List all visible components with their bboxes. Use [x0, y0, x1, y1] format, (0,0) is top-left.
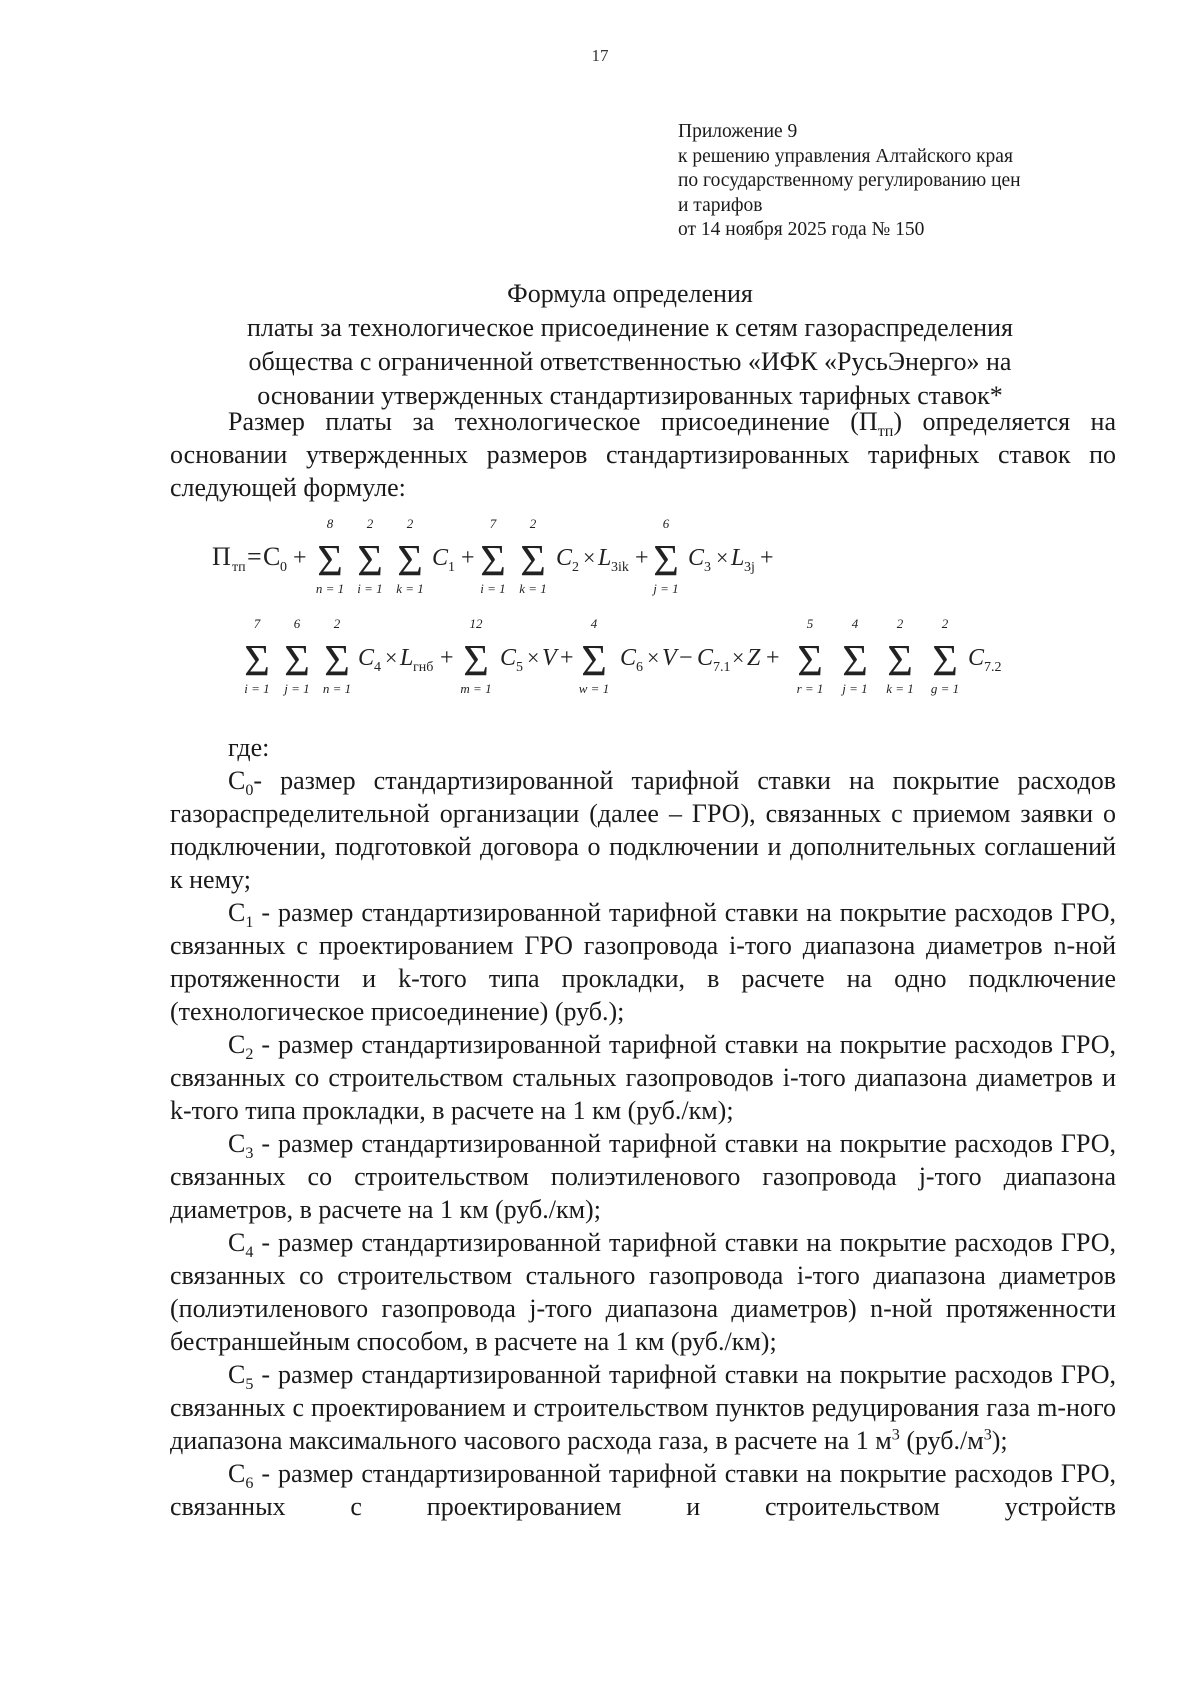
sum-lower-limit: m = 1	[460, 681, 492, 696]
sum-lower-limit: g = 1	[930, 681, 960, 696]
sum-lower-limit: n = 1	[322, 681, 352, 696]
sum-sign: Σ	[397, 536, 423, 585]
def-symbol: С	[228, 1360, 246, 1389]
times-sign: ×	[716, 545, 729, 570]
sum-upper-limit: 8	[326, 516, 334, 531]
c6-subscript: 6	[636, 660, 643, 675]
c1-subscript: 1	[448, 560, 455, 575]
c5-subscript: 5	[516, 660, 523, 675]
def-subscript: 5	[245, 1376, 254, 1394]
def-symbol: С	[228, 1030, 246, 1059]
c71-subscript: 7.1	[713, 660, 731, 675]
title-line: платы за технологическое присоединение к сетям газораспределения	[247, 313, 1013, 342]
z-symbol: Z	[747, 645, 761, 671]
sum-upper-limit: 2	[896, 616, 904, 631]
sum-sign: Σ	[357, 536, 383, 585]
intro-subscript: тп	[877, 423, 894, 441]
formula-line-2	[244, 616, 1001, 696]
definition-c6	[170, 1457, 1116, 1523]
sum-sign: Σ	[480, 536, 506, 585]
sum-upper-limit: 12	[469, 616, 483, 631]
sum-sign: Σ	[317, 536, 343, 585]
c2-symbol: C	[556, 545, 573, 571]
minus-sign: −	[679, 645, 693, 671]
sum-upper-limit: 6	[662, 516, 670, 531]
def-symbol: С	[228, 766, 246, 795]
sum-upper-limit: 4	[851, 616, 859, 631]
def-text: - размер стандартизированной тарифной ставки на покрытие расходов ГРО, связанных со строительством полиэтиленового газопровода j-того диапазона диаметров, в расчете на 1 км (руб./км);	[170, 1129, 1116, 1224]
def-superscript: 3	[891, 1426, 900, 1444]
def-subscript: 3	[245, 1145, 254, 1163]
plus-sign: +	[461, 545, 475, 571]
sum-lower-limit: w = 1	[578, 681, 610, 696]
c2-subscript: 2	[572, 560, 579, 575]
sum-sign: Σ	[842, 636, 868, 685]
sum-lower-limit: j = 1	[653, 581, 679, 596]
def-subscript: 0	[245, 782, 254, 800]
sum-upper-limit: 2	[333, 616, 341, 631]
def-subscript: 4	[245, 1244, 254, 1262]
sum-sign: Σ	[887, 636, 913, 685]
sum-lower-limit: i = 1	[357, 581, 383, 596]
sum-sign: Σ	[520, 536, 546, 585]
c3-symbol: C	[688, 545, 705, 571]
times-sign: ×	[647, 645, 660, 670]
def-text: - размер стандартизированной тарифной ставки на покрытие расходов ГРО, связанных с проектированием и строительством пунктов редуцирования газа m-ного диапазона максимального часового расхода газа, в расчете на 1 м	[170, 1360, 1116, 1455]
l3j-subscript: 3j	[744, 560, 755, 575]
def-text: );	[991, 1426, 1008, 1455]
sum-lower-limit: n = 1	[315, 581, 345, 596]
c72-subscript: 7.2	[984, 660, 1002, 675]
sum-upper-limit: 2	[406, 516, 414, 531]
formula-svg	[160, 516, 1120, 710]
definition-c5	[170, 1358, 1116, 1457]
def-superscript: 3	[983, 1426, 992, 1444]
appendix-line: к решению управления Алтайского края	[678, 145, 1013, 167]
sum-lower-limit: k = 1	[886, 681, 914, 696]
l3ik-subscript: 3ik	[611, 560, 629, 575]
c0-subscript: 0	[280, 560, 287, 575]
def-symbol: С	[228, 1129, 246, 1158]
sum-lower-limit: j = 1	[842, 681, 868, 696]
sum-sign: Σ	[653, 536, 679, 585]
c72-symbol: C	[968, 645, 985, 671]
equals-sign: =	[247, 542, 262, 571]
sum-upper-limit: 6	[293, 616, 301, 631]
plus-sign: +	[440, 645, 454, 671]
def-subscript: 1	[245, 914, 254, 932]
def-symbol: С	[228, 1228, 246, 1257]
c71-symbol: C	[697, 645, 714, 671]
plus-sign: +	[760, 545, 774, 571]
intro-text: Размер платы за технологическое присоединение (П	[228, 407, 878, 436]
sum-sign: Σ	[284, 636, 310, 685]
formula	[160, 516, 1120, 710]
sum-upper-limit: 2	[941, 616, 949, 631]
v-symbol: V	[542, 645, 557, 671]
plus-sign: +	[560, 645, 574, 671]
c5-symbol: C	[500, 645, 517, 671]
sum-lower-limit: k = 1	[519, 581, 547, 596]
sum-lower-limit: r = 1	[796, 681, 824, 696]
lhs-subscript: тп	[232, 560, 246, 575]
l3ik-symbol: L	[598, 545, 612, 571]
def-text: (руб./м	[899, 1426, 984, 1455]
v-symbol: V	[662, 645, 677, 671]
sum-lower-limit: k = 1	[396, 581, 424, 596]
definitions-block	[170, 731, 1116, 1523]
lgnb-subscript: гнб	[413, 660, 434, 675]
title-line: Формула определения	[507, 279, 753, 308]
plus-sign: +	[635, 545, 649, 571]
sum-upper-limit: 7	[253, 616, 261, 631]
times-sign: ×	[385, 645, 398, 670]
def-subscript: 6	[245, 1475, 254, 1493]
sum-sign: Σ	[581, 636, 607, 685]
times-sign: ×	[583, 545, 596, 570]
definition-c4	[170, 1226, 1116, 1358]
sum-lower-limit: i = 1	[244, 681, 270, 696]
page-number: 17	[591, 46, 609, 65]
times-sign: ×	[732, 645, 745, 670]
sum-upper-limit: 5	[806, 616, 814, 631]
sum-upper-limit: 4	[590, 616, 598, 631]
def-text: - размер стандартизированной тарифной ставки на покрытие расходов газораспределительной организации (далее – ГРО), связанных с приемом заявки о подключении, подготовкой договора о подключении и дополнительных соглашений к нему;	[170, 766, 1116, 894]
def-symbol: С	[228, 1459, 246, 1488]
plus-sign: +	[293, 545, 307, 571]
def-subscript: 2	[245, 1046, 254, 1064]
l3j-symbol: L	[731, 545, 745, 571]
appendix-line: по государственному регулированию цен	[678, 170, 1021, 191]
appendix-line: от 14 ноября 2025 года № 150	[678, 219, 925, 240]
c1-symbol: C	[432, 545, 449, 571]
sum-lower-limit: j = 1	[284, 681, 310, 696]
intro-text: ) определяется на основании утвержденных размеров стандартизированных тарифных ставок по следующей формуле:	[170, 407, 1116, 502]
definition-c3	[170, 1127, 1116, 1226]
sum-sign: Σ	[463, 636, 489, 685]
lhs-symbol: П	[212, 542, 231, 571]
definition-c0	[170, 764, 1116, 896]
sum-lower-limit: i = 1	[480, 581, 506, 596]
c6-symbol: C	[620, 645, 637, 671]
def-text: - размер стандартизированной тарифной ставки на покрытие расходов ГРО, связанных со строительством стального газопровода i-того диапазона диаметров (полиэтиленового газопровода j-того диапазона диаметров) n-ной протяженности бестраншейным способом, в расчете на 1 км (руб./км);	[170, 1228, 1116, 1356]
appendix-block	[678, 120, 1178, 243]
formula-line-1	[212, 516, 774, 596]
definition-c2	[170, 1028, 1116, 1127]
where-label: где:	[228, 733, 270, 762]
appendix-line: и тарифов	[678, 194, 763, 216]
title-line: основании утвержденных стандартизированных тарифных ставок*	[257, 381, 1003, 410]
def-symbol: С	[228, 898, 246, 927]
sum-sign: Σ	[932, 636, 958, 685]
sum-upper-limit: 2	[366, 516, 374, 531]
sum-sign: Σ	[244, 636, 270, 685]
intro-paragraph	[170, 405, 1116, 504]
c3-subscript: 3	[704, 560, 711, 575]
sum-upper-limit: 2	[529, 516, 537, 531]
def-text: - размер стандартизированной тарифной ставки на покрытие расходов ГРО, связанных со строительством стальных газопроводов i-того диапазона диаметров и k-того типа прокладки, в расчете на 1 км (руб./км);	[170, 1030, 1116, 1125]
c4-symbol: C	[358, 645, 375, 671]
def-text: - размер стандартизированной тарифной ставки на покрытие расходов ГРО, связанных с проектированием и строительством устройств	[170, 1459, 1116, 1521]
c0-symbol: C	[263, 542, 281, 571]
appendix-line: Приложение 9	[678, 121, 798, 142]
c4-subscript: 4	[374, 660, 381, 675]
definition-c1	[170, 896, 1116, 1028]
plus-sign: +	[766, 645, 780, 671]
sum-sign: Σ	[797, 636, 823, 685]
sum-sign: Σ	[324, 636, 350, 685]
title-line: общества с ограниченной ответственностью «ИФК «РусьЭнерго» на	[248, 347, 1012, 376]
times-sign: ×	[527, 645, 540, 670]
def-text: - размер стандартизированной тарифной ставки на покрытие расходов ГРО, связанных с проектированием ГРО газопровода i-того диапазона диаметров n-ной протяженности и k-того типа прокладки, в расчете на одно подключение (технологическое присоединение) (руб.);	[170, 898, 1116, 1026]
document-title	[160, 277, 1100, 413]
lgnb-symbol: L	[400, 645, 414, 671]
sum-upper-limit: 7	[489, 516, 497, 531]
